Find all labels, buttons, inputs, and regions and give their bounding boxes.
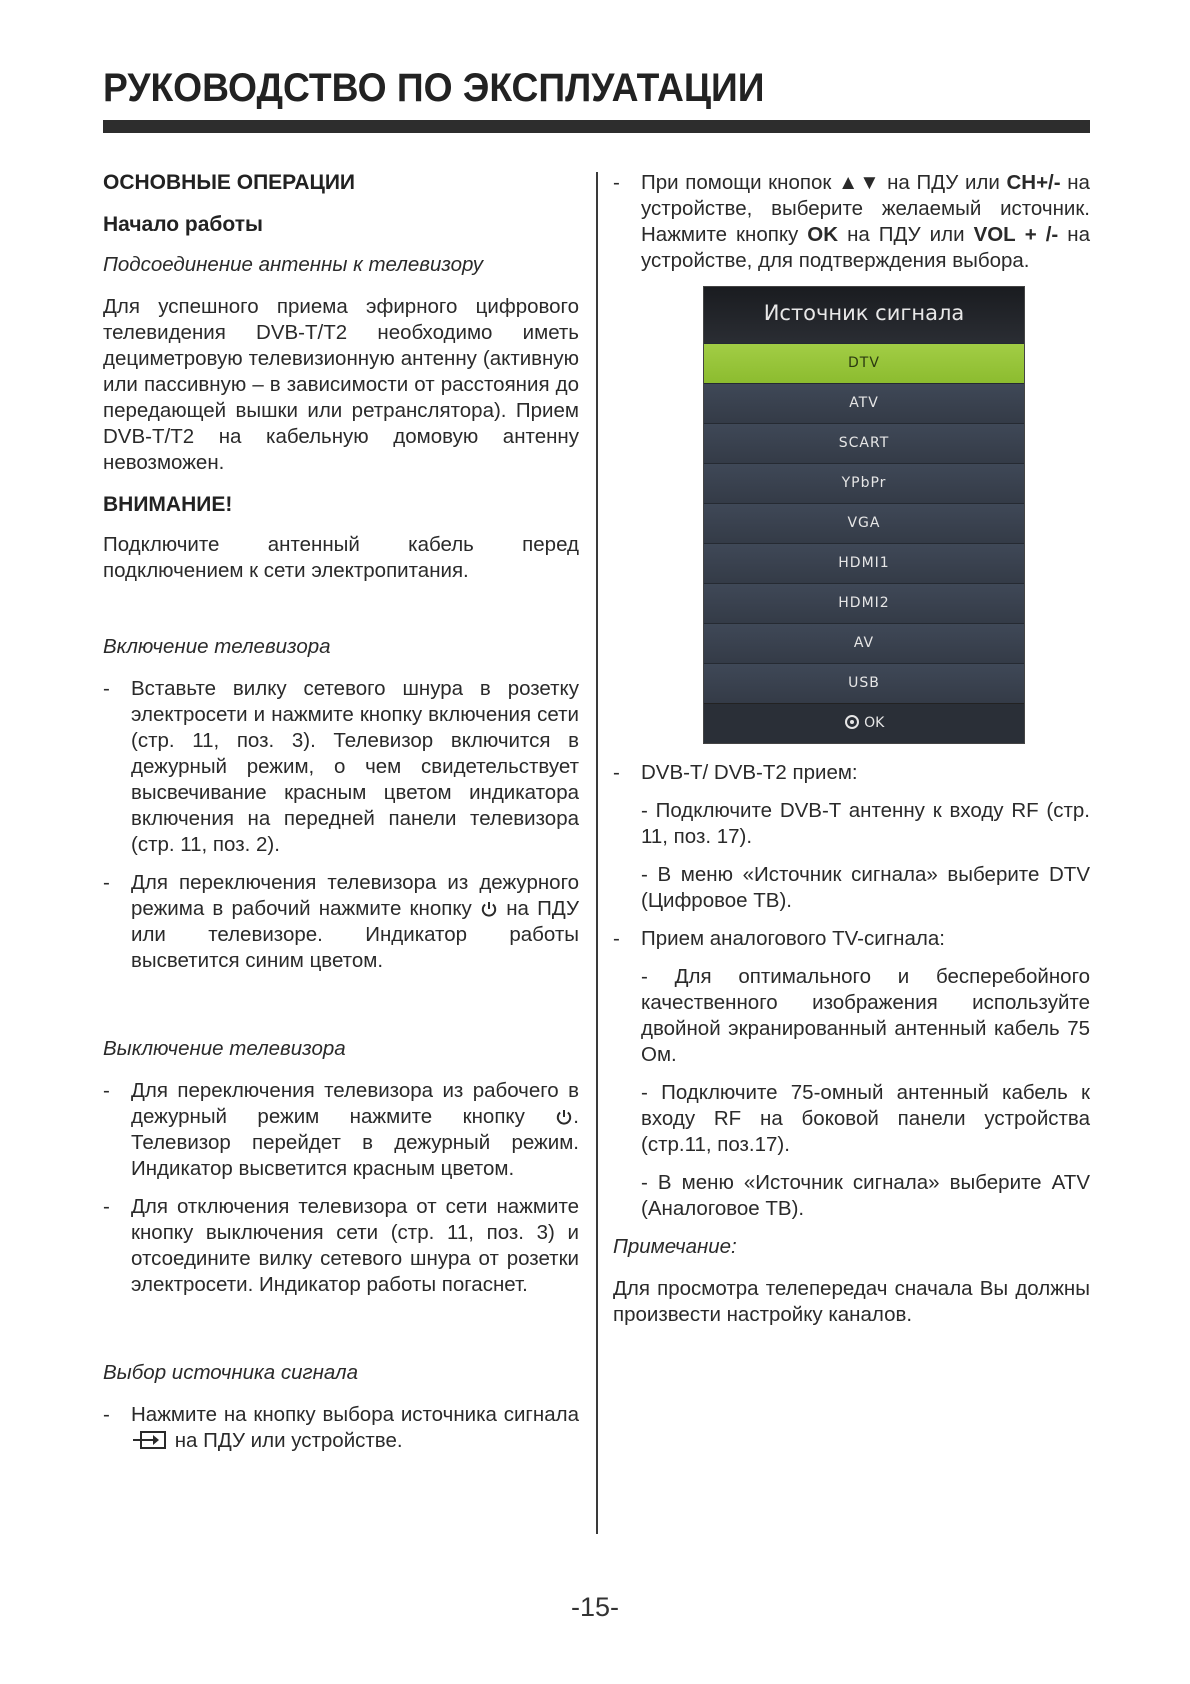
menu-footer-ok: OK (864, 715, 885, 731)
power-icon (555, 1108, 573, 1126)
menu-item-hdmi1[interactable]: HDMI1 (704, 543, 1024, 583)
warning-title: ВНИМАНИЕ! (103, 493, 233, 516)
note-title: Примечание: (613, 1235, 737, 1258)
list-item: - Прием аналогового TV-сигнала: (613, 926, 1090, 952)
dvb-title: DVB-T/ DVB-T2 прием: (641, 761, 858, 784)
start-title: Начало работы (103, 213, 263, 236)
menu-item-hdmi2[interactable]: HDMI2 (704, 583, 1024, 623)
source-instructions: При помощи кнопок ▲▼ на ПДУ или CH+/- на устройстве, выберите желаемый источник. Нажмите кнопку OK на ПДУ или VOL + /- на устройстве, для подтверждения выбора. (641, 171, 1090, 272)
analog-step-2: - Подключите 75-омный антенный кабель к входу RF на боковой панели устройства (стр.11, поз.17). (641, 1081, 1090, 1156)
menu-item-scart[interactable]: SCART (704, 423, 1024, 463)
source-step-1a: Нажмите на кнопку выбора источника сигнала (131, 1403, 579, 1426)
list-item: - DVB-T/ DVB-T2 прием: (613, 760, 1090, 786)
antenna-text: Для успешного приема эфирного цифрового телевидения DVB-T/T2 необходимо иметь дециметровую телевизионную антенну (активную или пассивную – в зависимости от расстояния до передающей вышки или ретранслятора). Прием DVB-T/T2 на кабельную домовую антенну невозможен. (103, 295, 579, 474)
dvb-step-1: - Подключите DVB-T антенну к входу RF (стр. 11, поз. 17). (641, 799, 1090, 848)
section-title: ОСНОВНЫЕ ОПЕРАЦИИ (103, 171, 356, 194)
header-rule (103, 120, 1090, 133)
page-title: РУКОВОДСТВО ПО ЭКСПЛУАТАЦИИ (103, 66, 765, 110)
page-number: -15- (570, 1592, 619, 1622)
source-title: Выбор источника сигнала (103, 1361, 359, 1384)
list-item: - Нажмите на кнопку выбора источника сигнала на ПДУ или устройстве. (103, 1403, 579, 1452)
menu-item-ypbpr[interactable]: YPbPr (704, 463, 1024, 503)
up-down-arrows-icon: ▲▼ (837, 171, 881, 194)
list-item: - Для отключения телевизора от сети нажмите кнопку выключения сети (стр. 11, поз. 3) и отсоедините вилку сетевого шнура от розетки электросети. Индикатор работы погаснет. (103, 1195, 579, 1296)
menu-item-vga[interactable]: VGA (704, 503, 1024, 543)
menu-footer (704, 703, 1024, 743)
power-off-step-1b: . Телевизор перейдет в дежурный режим. Индикатор высветится красным цветом. (131, 1105, 579, 1180)
power-on-step-2a: Для переключения телевизора из дежурного режима в рабочий нажмите кнопку (131, 871, 579, 920)
dvb-step-2: - В меню «Источник сигнала» выберите DTV (Цифровое ТВ). (641, 863, 1090, 912)
power-off-step-2: Для отключения телевизора от сети нажмите кнопку выключения сети (стр. 11, поз. 3) и отсоедините вилку сетевого шнура от розетки электросети. Индикатор работы погаснет. (131, 1195, 579, 1296)
analog-title: Прием аналогового TV-сигнала: (641, 927, 945, 950)
power-off-title: Выключение телевизора (103, 1037, 346, 1060)
analog-step-1: - Для оптимального и бесперебойного качественного изображения используйте двойной экранированный антенный кабель 75 Ом. (641, 965, 1090, 1066)
antenna-title: Подсоединение антенны к телевизору (103, 253, 484, 276)
ok-circle-icon (844, 714, 860, 730)
source-step-1b: на ПДУ или устройстве. (174, 1429, 403, 1452)
signal-source-menu (703, 286, 1025, 744)
menu-item-av[interactable]: AV (704, 623, 1024, 663)
list-item: - Для переключения телевизора из рабочего в дежурный режим нажмите кнопку . Телевизор перейдет в дежурный режим. Индикатор высветится красным цветом. (103, 1079, 579, 1180)
power-off-step-1a: Для переключения телевизора из рабочего в дежурный режим нажмите кнопку (131, 1079, 579, 1128)
right-column (613, 170, 1090, 1328)
menu-item-atv[interactable]: ATV (704, 383, 1024, 423)
menu-item-usb[interactable]: USB (704, 663, 1024, 703)
analog-step-3: - В меню «Источник сигнала» выберите ATV (Аналоговое ТВ). (641, 1171, 1090, 1220)
column-divider (596, 172, 598, 1534)
power-on-step-1: Вставьте вилку сетевого шнура в розетку электросети и нажмите кнопку включения сети (стр. 11, поз. 3). Телевизор включится в дежурный режим, о чем свидетельствует высвечивание красным цветом индикатора включения на передней панели телевизора (стр. 11, поз. 2). (131, 677, 579, 856)
menu-item-dtv[interactable]: DTV (704, 343, 1024, 383)
power-on-step-2b: на ПДУ или телевизоре. Индикатор работы высветится синим цветом. (131, 897, 579, 972)
list-item: - При помощи кнопок ▲▼ на ПДУ или CH+/- на устройстве, выберите желаемый источник. Нажмите кнопку OK на ПДУ или VOL + /- на устройстве, для подтверждения выбора. (613, 171, 1090, 272)
power-on-title: Включение телевизора (103, 635, 331, 658)
list-item: - Для переключения телевизора из дежурного режима в рабочий нажмите кнопку на ПДУ или телевизоре. Индикатор работы высветится синим цветом. (103, 871, 579, 972)
power-icon (480, 900, 498, 918)
list-item: - Вставьте вилку сетевого шнура в розетку электросети и нажмите кнопку включения сети (стр. 11, поз. 3). Телевизор включится в дежурный режим, о чем свидетельствует высвечивание красным цветом индикатора включения на передней панели телевизора (стр. 11, поз. 2). (103, 677, 579, 856)
input-source-icon (131, 1430, 169, 1450)
note-text: Для просмотра телепередач сначала Вы должны произвести настройку каналов. (613, 1277, 1090, 1326)
menu-title: Источник сигнала (704, 287, 1024, 343)
warning-text: Подключите антенный кабель перед подключением к сети электропитания. (103, 533, 579, 582)
left-column (103, 170, 579, 1466)
